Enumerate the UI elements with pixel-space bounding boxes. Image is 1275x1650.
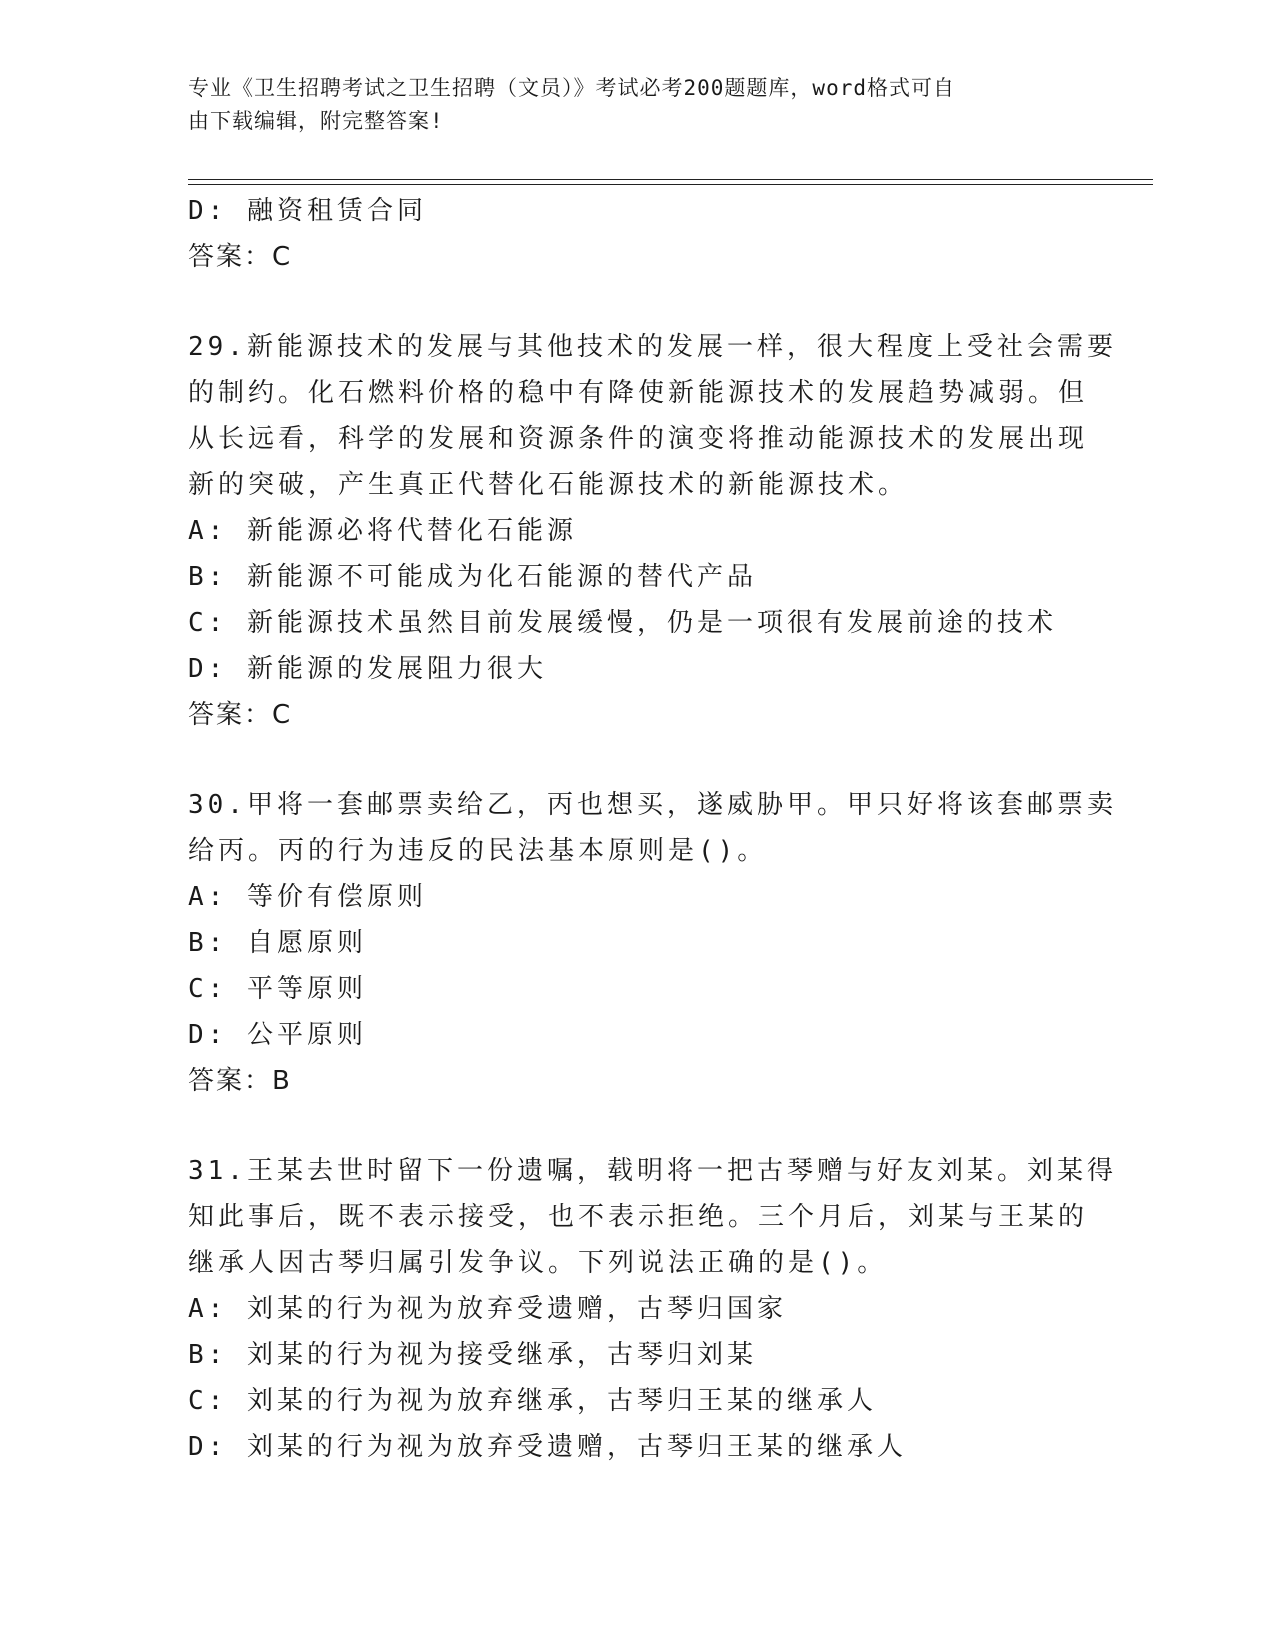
option-d: D: 公平原则 — [188, 1020, 367, 1050]
option-a: A: 等价有偿原则 — [188, 882, 427, 912]
question-text-line: 29.新能源技术的发展与其他技术的发展一样，很大程度上受社会需要 — [188, 332, 1117, 362]
option-d: D: 刘某的行为视为放弃受遗赠，古琴归王某的继承人 — [188, 1432, 907, 1462]
option-c: C: 刘某的行为视为放弃继承，古琴归王某的继承人 — [188, 1386, 877, 1416]
option-b: B: 刘某的行为视为接受继承，古琴归刘某 — [188, 1340, 757, 1370]
question-text-line: 30.甲将一套邮票卖给乙，丙也想买，遂威胁甲。甲只好将该套邮票卖 — [188, 790, 1117, 820]
option-a: A: 新能源必将代替化石能源 — [188, 516, 577, 546]
page-header — [188, 72, 1088, 138]
question-text-line: 知此事后，既不表示接受，也不表示拒绝。三个月后，刘某与王某的 — [188, 1202, 1089, 1232]
question-28-tail — [188, 188, 1088, 280]
question-30 — [188, 782, 1117, 1104]
option-b: B: 自愿原则 — [188, 928, 367, 958]
header-divider-bottom — [188, 184, 1153, 185]
question-text-line: 给丙。丙的行为违反的民法基本原则是()。 — [188, 836, 768, 866]
answer-label: 答案：C — [188, 242, 293, 272]
option-a: A: 刘某的行为视为放弃受遗赠，古琴归国家 — [188, 1294, 787, 1324]
answer-label: 答案：B — [188, 1066, 292, 1096]
question-text-line: 从长远看，科学的发展和资源条件的演变将推动能源技术的发展出现 — [188, 424, 1089, 454]
question-text-line: 继承人因古琴归属引发争议。下列说法正确的是()。 — [188, 1248, 888, 1278]
question-29 — [188, 324, 1117, 738]
question-31 — [188, 1148, 1117, 1470]
header-line-1: 专业《卫生招聘考试之卫生招聘（文员）》考试必考200题题库，word格式可自 — [188, 76, 955, 100]
header-divider-top — [188, 179, 1153, 180]
option-d: D: 融资租赁合同 — [188, 196, 427, 226]
question-content — [188, 188, 1117, 1470]
question-text-line: 31.王某去世时留下一份遗嘱，载明将一把古琴赠与好友刘某。刘某得 — [188, 1156, 1117, 1186]
question-text-line: 的制约。化石燃料价格的稳中有降使新能源技术的发展趋势减弱。但 — [188, 378, 1089, 408]
option-c: C: 新能源技术虽然目前发展缓慢，仍是一项很有发展前途的技术 — [188, 608, 1057, 638]
answer-label: 答案：C — [188, 700, 293, 730]
question-text-line: 新的突破，产生真正代替化石能源技术的新能源技术。 — [188, 470, 909, 500]
option-d: D: 新能源的发展阻力很大 — [188, 654, 547, 684]
option-c: C: 平等原则 — [188, 974, 367, 1004]
header-line-2: 由下载编辑，附完整答案! — [188, 109, 444, 133]
option-b: B: 新能源不可能成为化石能源的替代产品 — [188, 562, 757, 592]
